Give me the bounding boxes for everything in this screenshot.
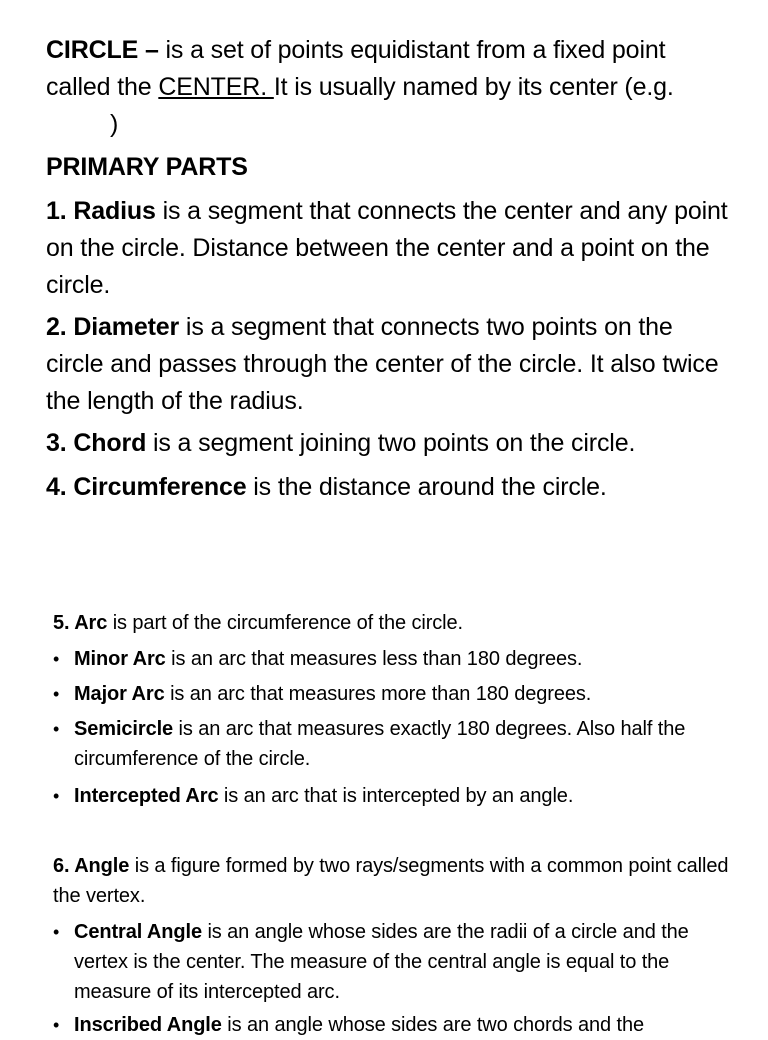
angle-term: 6. Angle [53,855,130,877]
bullet-intercepted-arc [53,781,713,811]
part-circumference [46,469,736,506]
center-word: CENTER. [158,73,274,101]
bullet-major-arc [53,679,713,709]
circle-term: CIRCLE – [46,36,159,64]
arc-definition [53,608,743,638]
bullet-minor-arc [53,644,713,674]
bullet-term: Minor Arc [74,648,166,670]
part-radius [46,193,736,304]
arc-text: is part of the circumference of the circle. [107,612,463,634]
bullet-text: is an angle whose sides are two chords and the [221,1014,645,1036]
part-chord [46,425,736,462]
slide-arcs-and-angles [0,592,768,1036]
part-term: 1. Radius [46,197,156,225]
bullet-text: is an arc that is intercepted by an angle. [218,785,574,807]
part-text: is a segment that connects two points on the circle and passes through the center of the circle. It also twice the length of the radius. [46,313,719,415]
bullet-term: Intercepted Arc [74,785,219,807]
part-text: is the distance around the circle. [246,473,607,501]
primary-parts-heading [46,149,736,186]
circle-definition [46,32,736,143]
part-term: 2. Diameter [46,313,180,341]
bullet-text: is an angle whose sides are the radii of a circle and the vertex is the center. The measure of the central angle is equal to the measure of its intercepted arc. [74,921,689,1003]
bullet-glyph: • [53,1015,60,1035]
bullet-term: Major Arc [74,683,165,705]
circle-definition-text: is a set of points equidistant from a fixed point called the [46,36,666,101]
bullet-term: Inscribed Angle [74,1014,222,1036]
angle-definition [53,851,743,911]
part-term: 4. Circumference [46,473,247,501]
bullet-glyph: • [53,922,60,942]
angle-text: is a figure formed by two rays/segments with a common point called the vertex. [53,855,729,907]
arc-term: 5. Arc [53,612,108,634]
bullet-term: Central Angle [74,921,202,943]
bullet-glyph: • [53,786,60,806]
part-text: is a segment that connects the center and any point on the circle. Distance between the center and a point on the circle. [46,197,728,299]
circle-definition-text-2: It is usually named by its center (e.g. [273,73,674,101]
bullet-central-angle [53,917,713,1007]
part-term: 3. Chord [46,429,147,457]
bullet-glyph: • [53,684,60,704]
bullet-glyph: • [53,719,60,739]
bullet-glyph: • [53,649,60,669]
part-diameter [46,309,736,420]
bullet-text: is an arc that measures exactly 180 degrees. Also half the circumference of the circle. [74,718,686,770]
bullet-term: Semicircle [74,718,174,740]
part-text: is a segment joining two points on the circle. [146,429,636,457]
primary-parts-heading-text: PRIMARY PARTS [46,153,248,181]
circle-definition-close: ) [110,110,119,138]
bullet-semicircle [53,714,713,774]
bullet-text: is an arc that measures less than 180 degrees. [165,648,583,670]
bullet-inscribed-angle [53,1010,713,1040]
bullet-text: is an arc that measures more than 180 degrees. [164,683,592,705]
